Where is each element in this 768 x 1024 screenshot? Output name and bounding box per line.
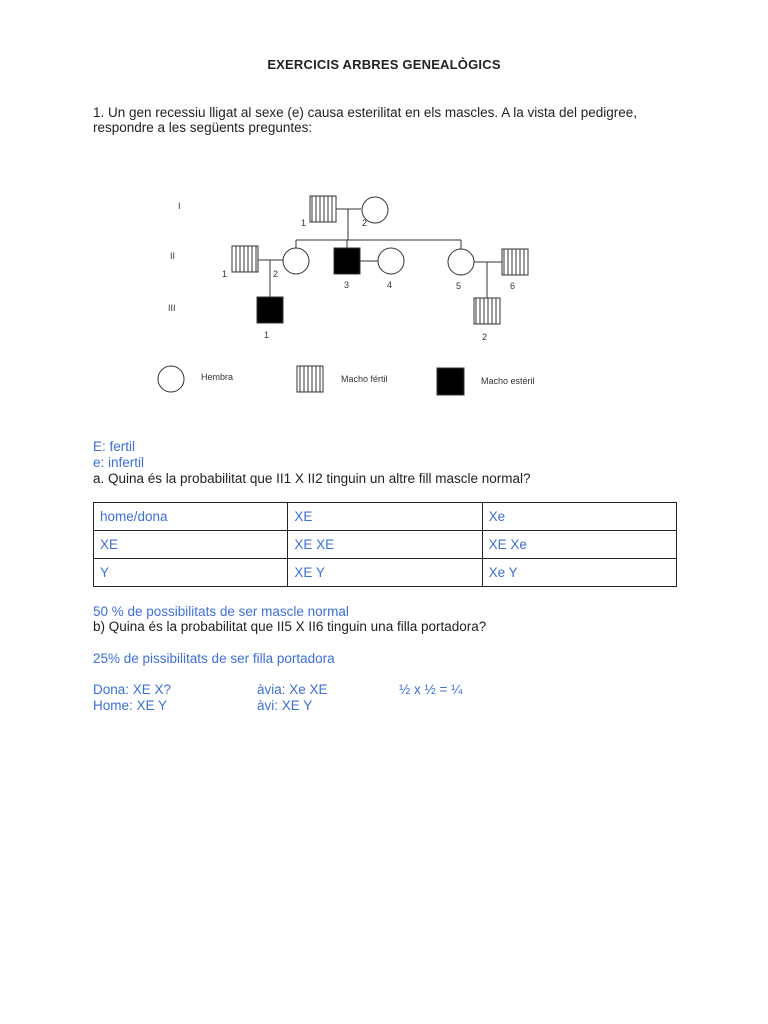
question-a: a. Quina és la probabilitat que II1 X II2 tinguin un altre fill mascle normal? [93,471,531,486]
generation-label-ii: II [170,251,176,261]
pedigree-number: 5 [456,281,462,291]
table-row [94,503,677,531]
pedigree-number: 2 [362,218,368,228]
punnett-square-table [93,502,677,587]
legend-sterile-male-icon [437,368,464,395]
answer-b: 25% de pissibilitats de ser filla portadora [93,651,335,666]
notes-column-parents [93,682,171,713]
note-home: Home: XE Y [93,697,168,713]
pedigree-i1-fertile-male [310,196,336,222]
legend-fertile-male-label: Macho fértil [341,374,388,384]
pedigree-number: 2 [273,269,279,279]
legend-fertile-male-icon [297,366,323,392]
table-row [94,559,677,587]
legend-sterile-male-label: Macho estéril [481,376,535,386]
allele-e-dominant: E: fertil [93,439,136,454]
legend-female-label: Hembra [201,372,234,382]
page-title: EXERCICIS ARBRES GENEALÒGICS [267,57,501,72]
pedigree-number: 1 [301,218,307,228]
question-b: b) Quina és la probabilitat que II5 X II6 tinguin una filla portadora? [93,619,487,634]
table-cell: Xe [482,503,676,531]
pedigree-ii4-female [378,248,404,274]
note-calculation: ½ x ½ = ¼ [399,682,463,697]
pedigree-iii2-fertile-male [474,298,500,324]
table-row [94,531,677,559]
table-cell: XE [94,531,288,559]
pedigree-iii1-sterile-male [257,297,283,323]
table-cell: XE Y [288,559,482,587]
table-cell: Y [94,559,288,587]
pedigree-diagram [150,185,570,410]
answer-a: 50 % de possibilitats de ser mascle normal [93,604,349,619]
legend-female-icon [158,366,184,392]
pedigree-ii6-fertile-male [502,249,528,275]
table-cell: XE XE [288,531,482,559]
generation-label-i: I [178,201,181,211]
pedigree-ii1-fertile-male [232,246,258,272]
note-avi: àvi: XE Y [257,697,313,713]
note-dona: Dona: XE X? [93,682,172,697]
pedigree-ii2-female [283,248,309,274]
table-cell: XE Xe [482,531,676,559]
question-1-text: 1. Un gen recessiu lligat al sexe (e) causa esterilitat en els mascles. A la vista del pedigree, respondre a les següents preguntes: [93,105,638,135]
pedigree-number: 3 [344,280,350,290]
pedigree-number: 2 [482,332,488,342]
pedigree-ii3-sterile-male [334,248,360,274]
generation-label-iii: III [168,303,176,313]
table-cell: XE [288,503,482,531]
note-avia: àvia: Xe XE [257,682,328,697]
pedigree-ii5-female [448,249,474,275]
pedigree-number: 1 [264,330,270,340]
table-cell: Xe Y [482,559,676,587]
pedigree-number: 4 [387,280,393,290]
notes-column-grandparents [257,682,328,713]
table-cell: home/dona [94,503,288,531]
pedigree-number: 1 [222,269,228,279]
pedigree-number: 6 [510,281,516,291]
allele-e-recessive: e: infertil [93,455,145,470]
